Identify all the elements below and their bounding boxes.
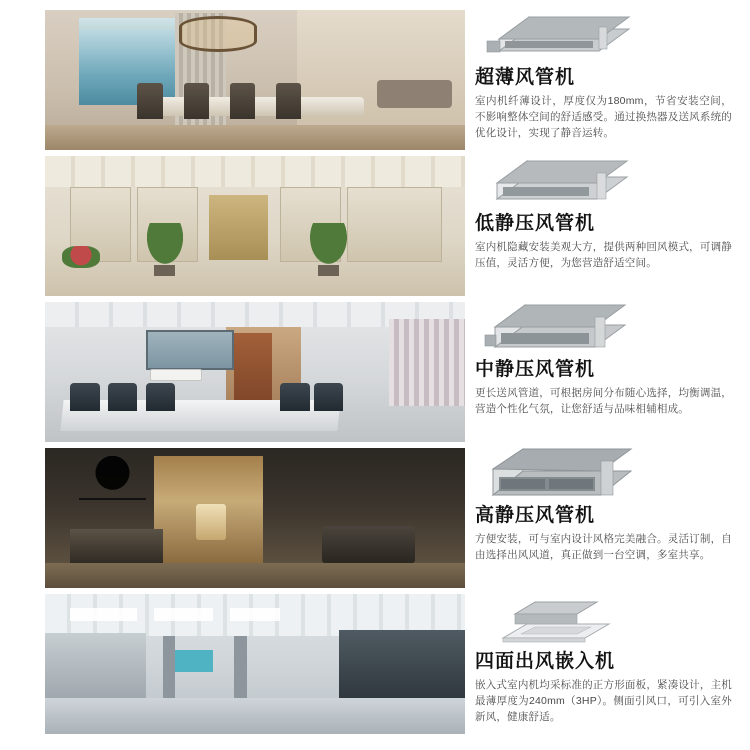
product-mid-static-duct	[475, 300, 732, 446]
duct-unit-low-static-icon	[475, 154, 732, 212]
product-description: 室内机隐藏安装美观大方，提供两种回风模式，可调静压值，灵活方便，为您营造舒适空间。	[475, 240, 732, 270]
duct-unit-high-static-icon	[475, 446, 732, 504]
product-description: 更长送风管道，可根据房间分布随心选择，均衡调温，营造个性化气氛，让您舒适与品味相辅相成。	[475, 386, 732, 416]
photo-lounge-dark-interior	[45, 448, 465, 588]
cassette-unit-4way-icon	[475, 592, 732, 650]
photo-meeting-room	[45, 302, 465, 442]
product-description: 嵌入式室内机均采标准的正方形面板，紧凑设计，主机最薄厚度为240mm（3HP）。侧面引风口，可引入室外新风，健康舒适。	[475, 678, 732, 724]
product-low-static-duct	[475, 154, 732, 300]
product-title: 高静压风管机	[475, 505, 596, 526]
product-title: 中静压风管机	[475, 359, 596, 380]
product-4way-cassette	[475, 592, 732, 738]
product-high-static-duct	[475, 446, 732, 592]
product-title: 四面出风嵌入机	[475, 651, 616, 672]
product-slim-duct	[475, 8, 732, 154]
product-description: 方便安装，可与室内设计风格完美融合。灵活订制，自由选择出风风道，真正做到一台空调，多室共享。	[475, 532, 732, 562]
product-title: 超薄风管机	[475, 67, 576, 88]
product-description: 室内机纤薄设计，厚度仅为180mm，节省安装空间，不影响整体空间的舒适感受。通过换热器及送风系统的优化设计，实现了静音运转。	[475, 94, 732, 140]
product-title: 低静压风管机	[475, 213, 596, 234]
photo-lobby-elevator-hall	[45, 156, 465, 296]
duct-unit-slim-icon	[475, 8, 732, 66]
product-column	[465, 0, 750, 750]
photo-dining-room-pool-view	[45, 10, 465, 150]
photo-mall-corridor	[45, 594, 465, 734]
duct-unit-mid-static-icon	[475, 300, 732, 358]
